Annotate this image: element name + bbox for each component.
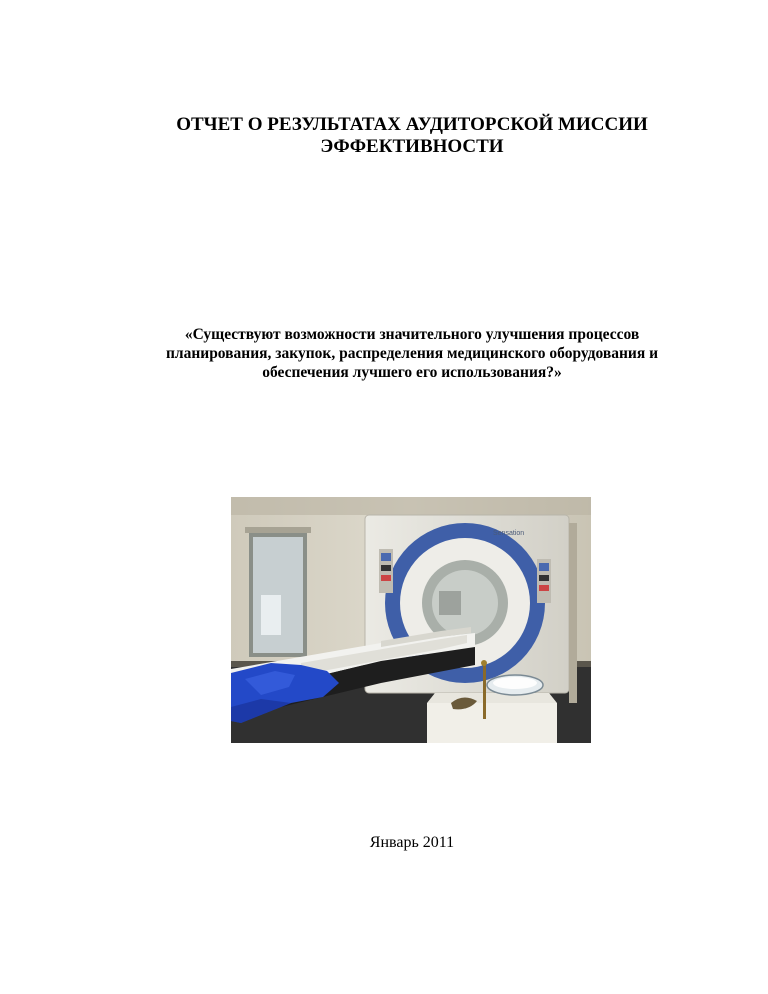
report-title-line-2: ЭФФЕКТИВНОСТИ [320, 136, 504, 157]
report-subtitle-line-1: «Существуют возможности значительного улучшения процессов [184, 326, 640, 343]
report-date: Январь 2011 [369, 834, 455, 851]
scanner-model-label: Sensation [493, 530, 525, 537]
report-subtitle-line-2: планирования, закупок, распределения медицинского оборудования и [165, 345, 659, 362]
report-title [80, 114, 744, 158]
report-title-line-1: ОТЧЕТ О РЕЗУЛЬТАТАХ АУДИТОРСКОЙ МИССИИ [176, 114, 648, 135]
ct-scanner-photo [231, 497, 591, 743]
report-subtitle-line-3: обеспечения лучшего его использования?» [262, 364, 562, 381]
report-subtitle [80, 325, 744, 382]
